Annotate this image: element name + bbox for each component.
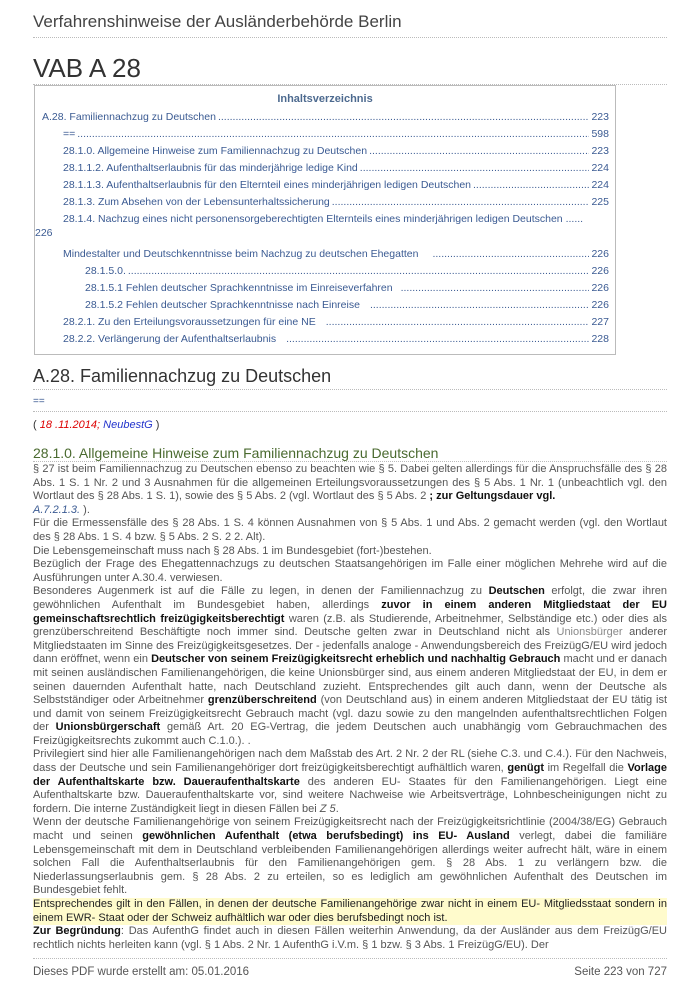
toc-entry-label: Mindestalter und Deutschkenntnisse beim Nachzug zu deutschen Ehegatten [63,248,419,260]
toc-entry-label: 28.2.1. Zu den Erteilungsvoraussetzungen für eine NE [63,316,316,328]
toc-entry-page: 227 [591,316,609,328]
revision-date: 18 .11.2014; [39,419,101,431]
toc-entry[interactable] [85,265,609,277]
paren-close: ) [152,419,160,431]
running-header: Verfahrenshinweise der Ausländerbehörde Berlin [33,12,402,31]
toc-entry-page: 223 [591,111,609,123]
toc-entry-label: 28.1.0. Allgemeine Hinweise zum Familiennachzug zu Deutschen [63,145,368,157]
toc-entry-page: 226 [591,299,609,311]
toc-entry[interactable] [63,196,609,208]
toc-entry-page: 228 [591,333,609,345]
revision-note [33,419,159,431]
toc-entry-label: 28.1.3. Zum Absehen von der Lebensunterhaltssicherung [63,196,330,208]
toc-entry-label: 28.2.2. Verlängerung der Aufenthaltserlaubnis [63,333,277,345]
toc-entry-label: 28.1.1.3. Aufenthaltserlaubnis für den Elternteil eines minderjährigen ledigen Deutschen [63,179,472,191]
paragraph: Wenn der deutsche Familienangehörige von seinem Freizügigkeitsrecht nach der Freizügigkeitsrichtlinie (2004/38/EG) Gebrauch macht und seinen gewöhnlichen Aufenthalt (etwa berufsbedingt) ins EU- Ausland verlegt, dabei die familiäre Lebensgemeinschaft mit dem in Deutschland verbleibenden Familienangehörigen allerdings weiter aufrecht hält, wäre in einem solchen Fall die Aufenthaltserlaubnis für den Familienangehörigen gem. § 28 Abs. 1 zu verlängern bzw. die Niederlassungserlaubnis gem. § 28 Abs. 2 zu erteilen, so es lediglich am gewöhnlichen Aufenthalt des Deutschen im Bundesgebiet fehlt. [33,816,667,897]
toc-entry-label: 28.1.4. Nachzug eines nicht personensorgeberechtigten Elternteils eines minderjährigen ledigen Deutschen ...... [63,213,584,225]
table-of-contents [34,85,616,355]
toc-entry[interactable] [63,333,609,345]
paragraph: Besonderes Augenmerk ist auf die Fälle zu legen, in denen der Familiennachzug zu Deutschen erfolgt, die zwar ihren gewöhnlichen Aufenthalt im Bundesgebiet haben, allerdings zuvor in einem anderen Mitgliedstaat der EU gemeinschaftsrechtlich freizügigkeitsberechtigt waren (z.B. als Studierende, Arbeitnehmer, Selbständige etc.) oder dies als grenzüberschreitend Beschäftigte noch immer sind. Deutsche gelten zwar in Deutschland nicht als Unionsbürger anderer Mitgliedstaaten im Sinne des Freizügigkeitsgesetzes. Der - jedenfalls analoge - Anwendungsbereich des FreizügG/EU wird jedoch dann eröffnet, wenn ein Deutscher von seinem Freizügigkeitsrecht erheblich und nachhaltig Gebrauch macht und er danach mit seinen ausländischen Familienangehörigen, die keine Unionsbürger sind, aus einem anderen Mitgliedstaat der EU, in dem er seinen dauernden Aufenthalt hatte, nach Deutschland zuzieht. Entsprechendes gilt auch dann, wenn der Deutsche als Selbstständiger oder Arbeitnehmer grenzüberschreitend (von Deutschland aus) in einem anderen Mitgliedstaat der EU tätig ist und damit von seinem Freizügigkeitsrecht Gebrauch macht (vgl. dazu sowie zu den mangelnden aufenthaltsrechtlichen Folgen der Unionsbürgerschaft gemäß Art. 20 EG-Vertrag, die jedem Deutschen auch unabhängig vom Gebrauchmachen des Freizügigkeitsrechts zukommt auch C.1.0.). . [33,585,668,747]
toc-entry-label: 28.1.5.0. [85,265,126,277]
toc-leader [332,196,590,208]
toc-entry[interactable] [63,316,609,328]
toc-entry-label: A.28. Familiennachzug zu Deutschen [42,111,216,123]
footer-page-number: Seite 223 von 727 [574,966,667,978]
header-divider [33,37,667,38]
revision-tag: NeubestG [103,419,153,431]
toc-entry-page: 224 [591,179,609,191]
toc-leader [218,111,590,123]
paragraph: § 27 ist beim Familiennachzug zu Deutschen ebenso zu beachten wie § 5. Dabei gelten allerdings für die Anspruchsfälle des § 28 Abs. 1 S. 1 Nr. 2 und 3 Ausnahmen für die allgemeinen Erteilungsvoraussetzungen des § 5 Abs. 1 Nr. 1 (unbeachtlich vgl. den Wortlaut des § 28 Abs. 1 S. 1), sowie des § 5 Abs. 2 (vgl. Wortlaut des § 5 Abs. 2 ; zur Geltungsdauer vgl. A.7.2.1.3. ). [33,463,667,516]
toc-entry-page: 226 [591,282,609,294]
subsection-divider [33,461,667,462]
toc-entry[interactable] [85,299,609,311]
toc-leader [360,162,590,174]
footer-created-date: Dieses PDF wurde erstellt am: 05.01.2016 [33,966,250,978]
eq-marker: == [33,396,45,407]
toc-leader [128,265,590,277]
toc-leader [401,282,590,294]
toc-entry[interactable] [63,145,609,157]
toc-leader [77,128,589,140]
toc-entry[interactable] [35,212,611,240]
toc-leader [432,248,589,260]
toc-entry[interactable] [42,111,609,123]
toc-entry[interactable] [63,128,609,140]
toc-entry-label: 28.1.5.1 Fehlen deutscher Sprachkenntnisse im Einreiseverfahren [85,282,393,294]
toc-leader [473,179,589,191]
toc-leader [326,316,590,328]
paragraph: Zur Begründung: Das AufenthG findet auch in diesen Fällen weiterhin Anwendung, da der Ausländer aus dem FreizügG/EU rechtlich nichts herleiten kann (vgl. § 1 Abs. 2 Nr. 1 AufenthG i.V.m. § 1 bzw. § 3 Abs. 1 FreizügG/EU). Der [33,925,667,951]
document-title: VAB A 28 [33,53,141,83]
paragraph: Für die Ermessensfälle des § 28 Abs. 1 S. 4 können Ausnahmen von § 5 Abs. 1 und Abs. 2 gemacht werden (vgl. den Wortlaut des § 28 Abs. 1 S. 4 bzw. § 5 Abs. 2 S. 2 2. Alt). [33,517,667,543]
toc-entry-label: == [63,128,76,140]
section-divider [33,389,667,390]
paragraph: Privilegiert sind hier alle Familienangehörigen nach dem Maßstab des Art. 2 Nr. 2 der RL (siehe C.3. und C.4.). Für den Nachweis, dass der Deutsche und sein Familienangehöriger dort freizügigkeitsberechtigt aufhältlich waren, genügt im Regelfall die Vorlage der Aufenthaltskarte bzw. Daueraufenthaltskarte des anderen EU- Staates für den Familienangehörigen. Liegt eine Aufenthaltskarte bzw. Daueraufenthaltskarte vor, sind weitere Nachweise wie Arbeitsverträge, Lohnbescheinigungen nicht zu fordern. Die interne Zuständigkeit liegt in diesen Fällen bei Z 5. [33,748,667,815]
toc-entry-label: 28.1.1.2. Aufenthaltserlaubnis für das minderjährige ledige Kind [63,162,358,174]
body-text [33,463,667,952]
toc-entry[interactable] [63,162,609,174]
subsection-title: 28.1.0. Allgemeine Hinweise zum Familiennachzug zu Deutschen [33,445,439,461]
paragraph: Bezüglich der Frage des Ehegattennachzugs zu deutschen Staatsangehörigen im Falle einer möglichen Mehrehe wird auf die Ausführungen unter A.30.4. verwiesen. [33,558,667,584]
toc-entry[interactable] [63,179,609,191]
toc-title: Inhaltsverzeichnis [277,93,373,105]
toc-entry-page: 226 [591,265,609,277]
toc-entry-page: 223 [591,145,609,157]
toc-entry-label: 28.1.5.2 Fehlen deutscher Sprachkenntnisse nach Einreise [85,299,360,311]
toc-entry-page: 226 [591,248,609,260]
footer-divider [33,958,667,959]
toc-entry-page: 598 [591,128,609,140]
eq-divider [33,411,667,412]
toc-leader [286,333,589,345]
toc-leader [370,299,590,311]
toc-entry-page: 225 [591,196,609,208]
section-title: A.28. Familiennachzug zu Deutschen [33,366,332,386]
cross-reference-link[interactable]: A.7.2.1.3. [33,503,81,516]
toc-leader [369,145,589,157]
paren-open: ( [33,419,40,431]
highlighted-paragraph: Entsprechendes gilt in den Fällen, in denen der deutsche Familienangehörige zwar nicht in einem EU- Mitgliedsstaat sondern in einem EWR- Staat oder der Schweiz aufhältlich war oder dies berufsbedingt noch ist. [33,898,667,924]
toc-entry-page: 226 [35,227,53,239]
paragraph: Die Lebensgemeinschaft muss nach § 28 Abs. 1 im Bundesgebiet (fort-)bestehen. [33,544,432,557]
toc-entry[interactable] [63,248,609,260]
toc-entry[interactable] [85,282,609,294]
toc-entry-page: 224 [591,162,609,174]
